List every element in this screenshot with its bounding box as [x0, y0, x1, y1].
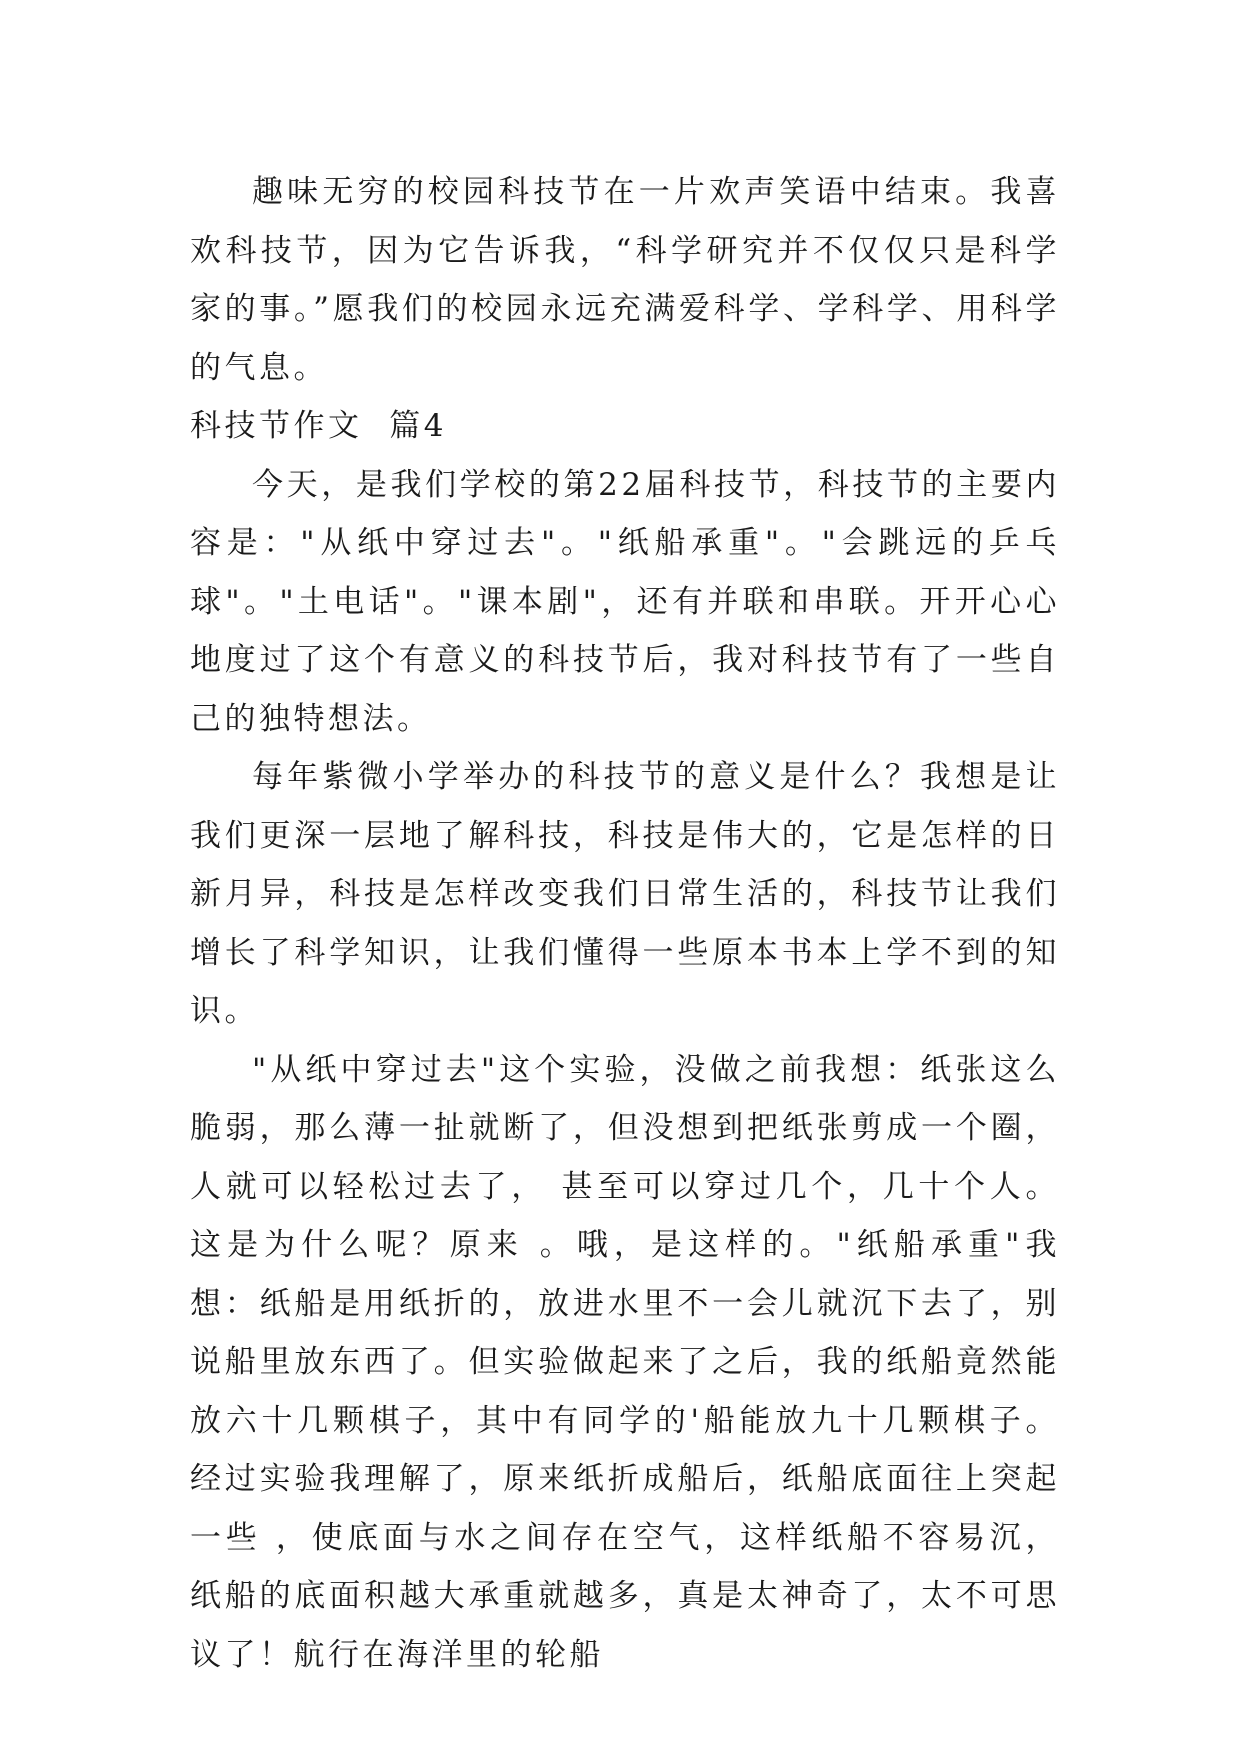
paragraph-experiment: "从纸中穿过去"这个实验，没做之前我想：纸张这么脆弱，那么薄一扯就断了，但没想到把纸张剪成一个圈，人就可以轻松过去了， 甚至可以穿过几个，几十个人。这是为什么呢？原来 。哦，是这样的。"纸船承重"我想：纸船是用纸折的，放进水里不一会儿就沉下去了，别说船里放东西了。但实验做起来了之后，我的纸船竟然能放六十几颗棋子，其中有同学的'船能放九十几颗棋子。经过实验我理解了，原来纸折成船后，纸船底面往上突起一些 ，使底面与水之间存在空气，这样纸船不容易沉，纸船的底面积越大承重就越多，真是太神奇了，太不可思议了！航行在海洋里的轮船 [190, 1051, 1060, 1673]
paragraph-meaning: 每年紫微小学举办的科技节的意义是什么？我想是让我们更深一层地了解科技，科技是伟大的，它是怎样的日新月异，科技是怎样改变我们日常生活的，科技节让我们增长了科学知识，让我们懂得一些原本书本上学不到的知识。 [190, 759, 1060, 1029]
paragraph-intro: 今天，是我们学校的第22届科技节，科技节的主要内容是："从纸中穿过去"。"纸船承重"。"会跳远的乒乓球"。"土电话"。"课本剧"，还有并联和串联。开开心心地度过了这个有意义的科技节后，我对科技节有了一些自己的独特想法。 [190, 466, 1060, 737]
paragraph-closing: 趣味无穷的校园科技节在一片欢声笑语中结束。我喜欢科技节，因为它告诉我，“科学研究并不仅仅只是科学家的事。”愿我们的校园永远充满爱科学、学科学、用科学的气息。 [190, 174, 1060, 386]
document-body [190, 163, 1060, 1684]
section-heading: 科技节作文 篇4 [190, 408, 447, 444]
